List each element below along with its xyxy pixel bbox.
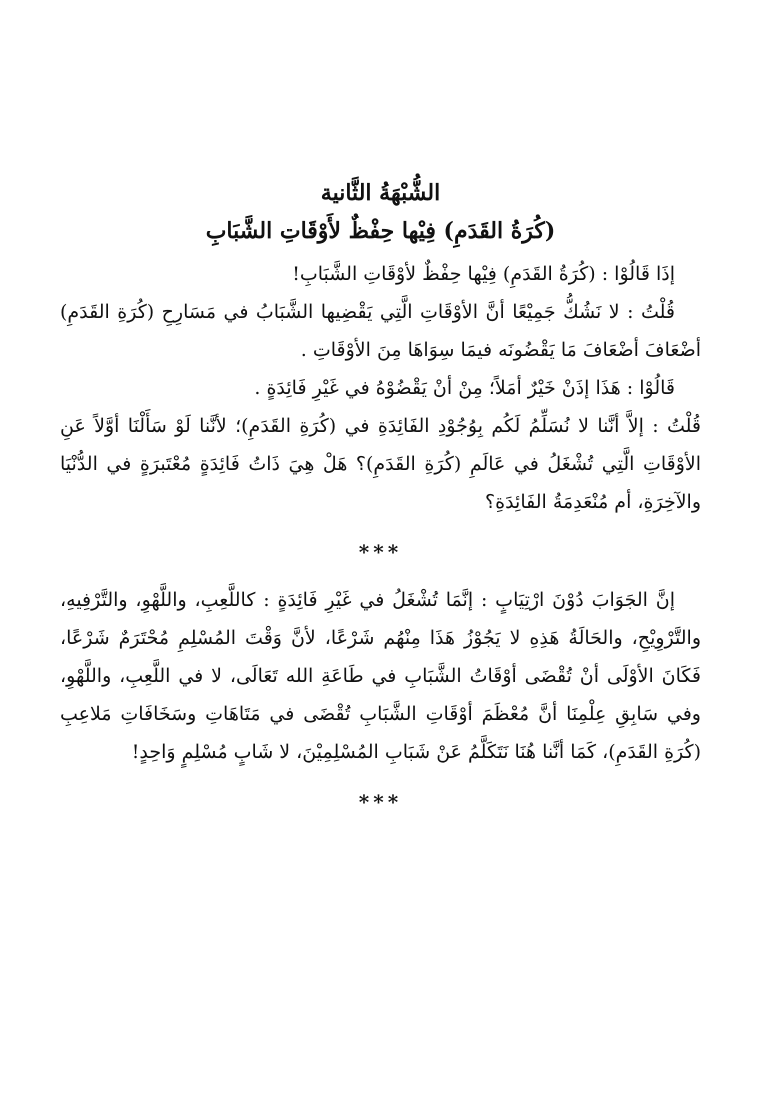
page-body bbox=[60, 175, 701, 831]
paragraph-claim: إذَا قَالُوْا : (كُرَةُ القَدَمِ) فِيْها حِفْظٌ لأوْقَاتِ الشَّبَابِ! bbox=[292, 263, 675, 285]
paragraph-reply-2: قُلْتُ : إلاَّ أنَّنا لا نُسَلِّمُ لَكُم بِوُجُوْدِ الفَائِدَةِ في (كُرَةِ القَدَمِ)؛ لأنَّنا لَوْ سَأَلْنَا أوَّلاً عَنِ الأوْقَاتِ الَّتِي تُشْغَلُ في عَالَمِ (كُرَةِ القَدَمِ)؟ هَلْ هِيَ ذَاتُ فَائِدَةٍ مُعْتَبرَةٍ في الدُّنْيَا والآخِرَةِ، أم مُنْعَدِمَةُ الفَائِدَةِ؟ bbox=[60, 415, 701, 513]
section-heading: الشُّبْهَةُ الثَّانية bbox=[320, 180, 441, 206]
paragraph-answer: إنَّ الجَوَابَ دُوْنَ ارْتِيَابٍ : إنَّمَا تُشْغَلُ في غَيْرِ فَائِدَةٍ : كاللَّعِبِ، واللَّهْوِ، والتَّرْفِيهِ، والتَّرْوِيْحِ، والحَالَةُ هَذِهِ لا يَجُوْزُ هَذَا مِنْهُم شَرْعًا، لأنَّ وَقْتَ المُسْلِمِ مُحْتَرَمٌ شَرْعًا، فَكَانَ الأوْلَى أنْ تُقْضَى أوْقَاتُ الشَّبَابِ في طَاعَةِ الله تَعَالَى، لا في اللَّعِبِ، واللَّهْوِ، وفي سَابِقِ عِلْمِنَا أنَّ مُعْظَمَ أوْقَاتِ الشَّبَابِ تُقْضَى في مَتَاهَاتِ وسَخَافَاتِ مَلاعِبِ (كُرَةِ القَدَمِ)، كَمَا أنَّنا هُنَا نَتَكَلَّمُ عَنْ شَبَابِ المُسْلِمِيْنَ، لا شَابٍ مُسْلِمٍ وَاحِدٍ! bbox=[60, 589, 701, 763]
separator-stars-end: *** bbox=[358, 790, 403, 814]
paragraph-reply-1: قُلْتُ : لا نَشُكُّ جَمِيْعًا أنَّ الأوْقَاتِ الَّتِي يَقْضِيها الشَّبَابُ في مَسَارِحِ (كُرَةِ القَدَمِ) أضْعَافَ أضْعَافَ مَا يَقْضُونَه فيمَا سِوَاهَا مِنَ الأوْقَاتِ . bbox=[60, 301, 701, 361]
separator-stars: *** bbox=[358, 540, 403, 564]
section-subheading: (كُرَةُ القَدَمِ) فِيْها حِفْظٌ لأَوْقَاتِ الشَّبَابِ bbox=[205, 218, 556, 244]
paragraph-claim-2: قَالُوْا : هَذَا إذَنْ خَيْرٌ أمَلاً؛ مِنْ أنْ يَقْضُوْهُ في غَيْرِ فَائِدَةٍ . bbox=[254, 377, 675, 399]
